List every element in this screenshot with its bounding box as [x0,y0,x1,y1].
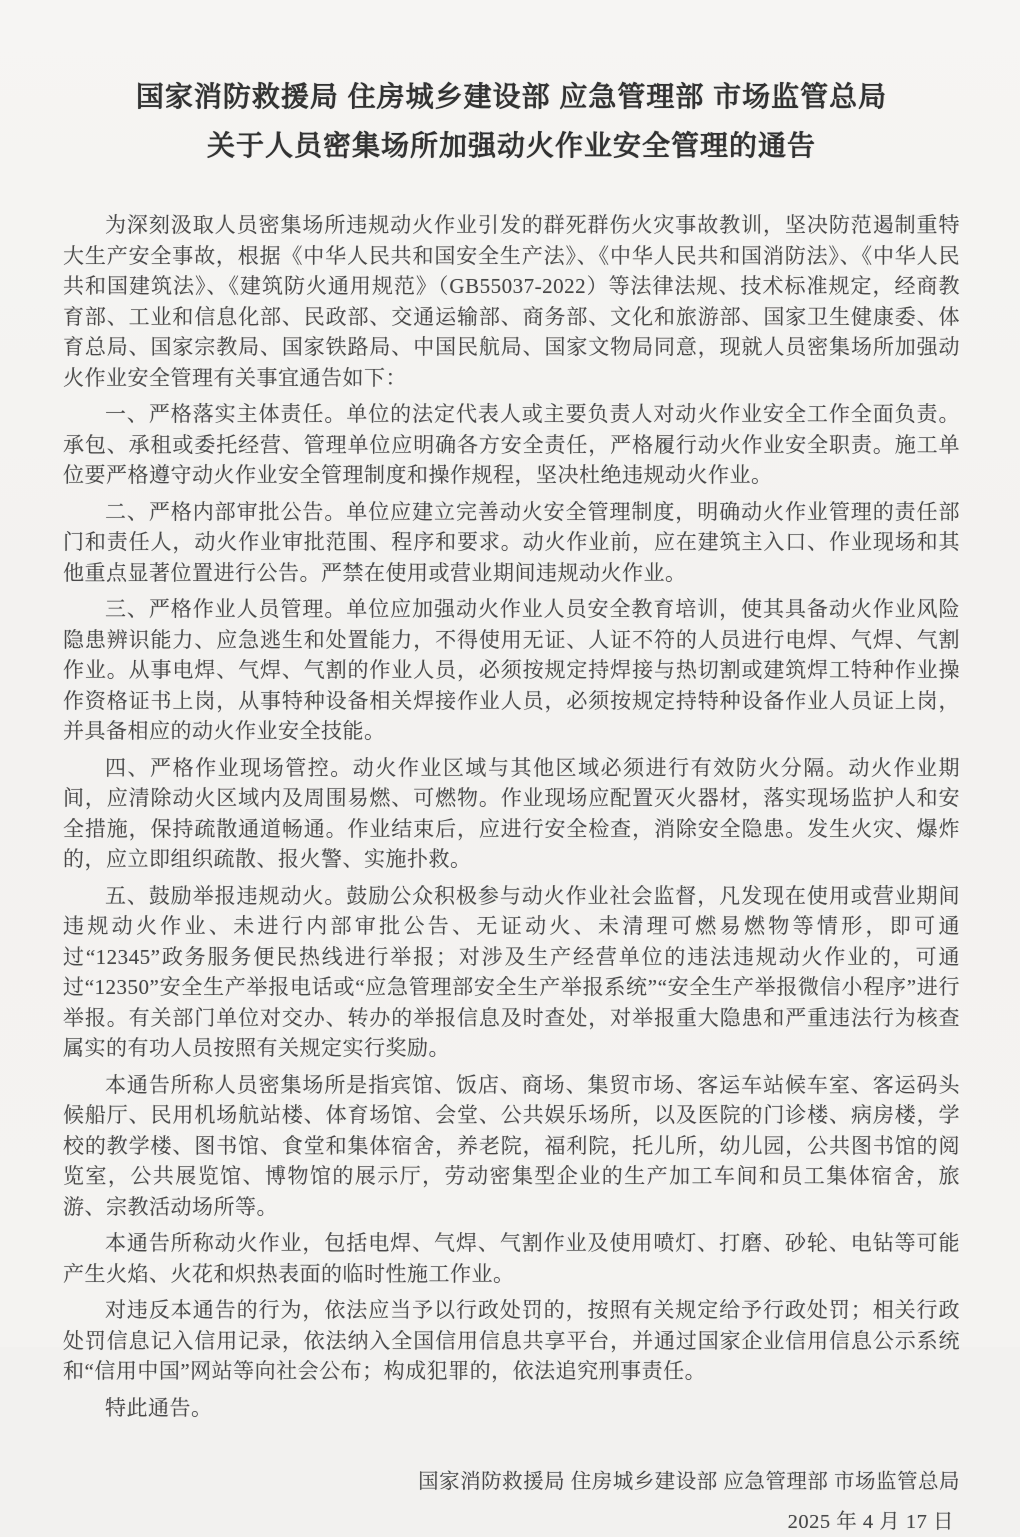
body-paragraph: 二、严格内部审批公告。单位应建立完善动火安全管理制度，明确动火作业管理的责任部门和责任人，动火作业审批范围、程序和要求。动火作业前，应在建筑主入口、作业现场和其他重点显著位置进行公告。严禁在使用或营业期间违规动火作业。 [63,499,960,585]
body-paragraph: 四、严格作业现场管控。动火作业区域与其他区域必须进行有效防火分隔。动火作业期间，应清除动火区域内及周围易燃、可燃物。作业现场应配置灭火器材，落实现场监护人和安全措施，保持疏散通道畅通。作业结束后，应进行安全检查，消除安全隐患。发生火灾、爆炸的，应立即组织疏散、报火警、实施扑救。 [63,755,960,871]
body-paragraph: 三、严格作业人员管理。单位应加强动火作业人员安全教育培训，使其具备动火作业风险隐患辨识能力、应急逃生和处置能力，不得使用无证、人证不符的人员进行电焊、气焊、气割作业。从事电焊、气焊、气割的作业人员，必须按规定持焊接与热切割或建筑焊工特种作业操作资格证书上岗，从事特种设备相关焊接作业人员，必须按规定持特种设备作业人员证上岗，并具备相应的动火作业安全技能。 [63,597,960,743]
document-title-line2: 关于人员密集场所加强动火作业安全管理的通告 [206,130,816,161]
body-paragraph: 本通告所称人员密集场所是指宾馆、饭店、商场、集贸市场、客运车站候车室、客运码头候船厅、民用机场航站楼、体育场馆、会堂、公共娱乐场所，以及医院的门诊楼、病房楼，学校的教学楼、图书馆、食堂和集体宿舍，养老院，福利院，托儿所，幼儿园，公共图书馆的阅览室，公共展览馆、博物馆的展示厅，劳动密集型企业的生产加工车间和员工集体宿舍，旅游、宗教活动场所等。 [63,1072,960,1219]
signature-date: 2025 年 4 月 17 日 [787,1511,954,1533]
document-title [63,72,960,170]
body-paragraph: 本通告所称动火作业，包括电焊、气焊、气割作业及使用喷灯、打磨、砂轮、电钻等可能产生火焰、火花和炽热表面的临时性施工作业。 [63,1231,960,1286]
body-paragraph: 一、严格落实主体责任。单位的法定代表人或主要负责人对动火作业安全工作全面负责。承包、承租或委托经营、管理单位应明确各方安全责任，严格履行动火作业安全职责。施工单位要严格遵守动火作业安全管理制度和操作规程，坚决杜绝违规动火作业。 [63,402,960,487]
signature-block [63,1467,960,1537]
document-body [63,210,960,1423]
document-title-line1: 国家消防救援局 住房城乡建设部 应急管理部 市场监管总局 [135,81,888,112]
body-paragraph: 五、鼓励举报违规动火。鼓励公众积极参与动火作业社会监督，凡发现在使用或营业期间违规动火作业、未进行内部审批公告、无证动火、未清理可燃易燃物等情形，即可通过“12345”政务服务便民热线进行举报；对涉及生产经营单位的违法违规动火作业的，可通过“12350”安全生产举报电话或“应急管理部安全生产举报系统”“安全生产举报微信小程序”进行举报。有关部门单位对交办、转办的举报信息及时查处，对举报重大隐患和严重违法行为核查属实的有功人员按照有关规定实行奖励。 [63,883,960,1060]
body-paragraph: 对违反本通告的行为，依法应当予以行政处罚的，按照有关规定给予行政处罚；相关行政处罚信息记入信用记录，依法纳入全国信用信息共享平台，并通过国家企业信用信息公示系统和“信用中国”网站等向社会公布；构成犯罪的，依法追究刑事责任。 [63,1298,960,1383]
body-paragraph: 特此通告。 [105,1395,213,1420]
signature-issuers: 国家消防救援局 住房城乡建设部 应急管理部 市场监管总局 [418,1471,960,1493]
body-paragraph: 为深刻汲取人员密集场所违规动火作业引发的群死群伤火灾事故教训，坚决防范遏制重特大生产安全事故，根据《中华人民共和国安全生产法》、《中华人民共和国消防法》、《中华人民共和国建筑法》、《建筑防火通用规范》（GB55037-2022）等法律法规、技术标准规定，经商教育部、工业和信息化部、民政部、交通运输部、商务部、文化和旅游部、国家卫生健康委、体育总局、国家宗教局、国家铁路局、中国民航局、国家文物局同意，现就人员密集场所加强动火作业安全管理有关事宜通告如下： [63,213,960,390]
